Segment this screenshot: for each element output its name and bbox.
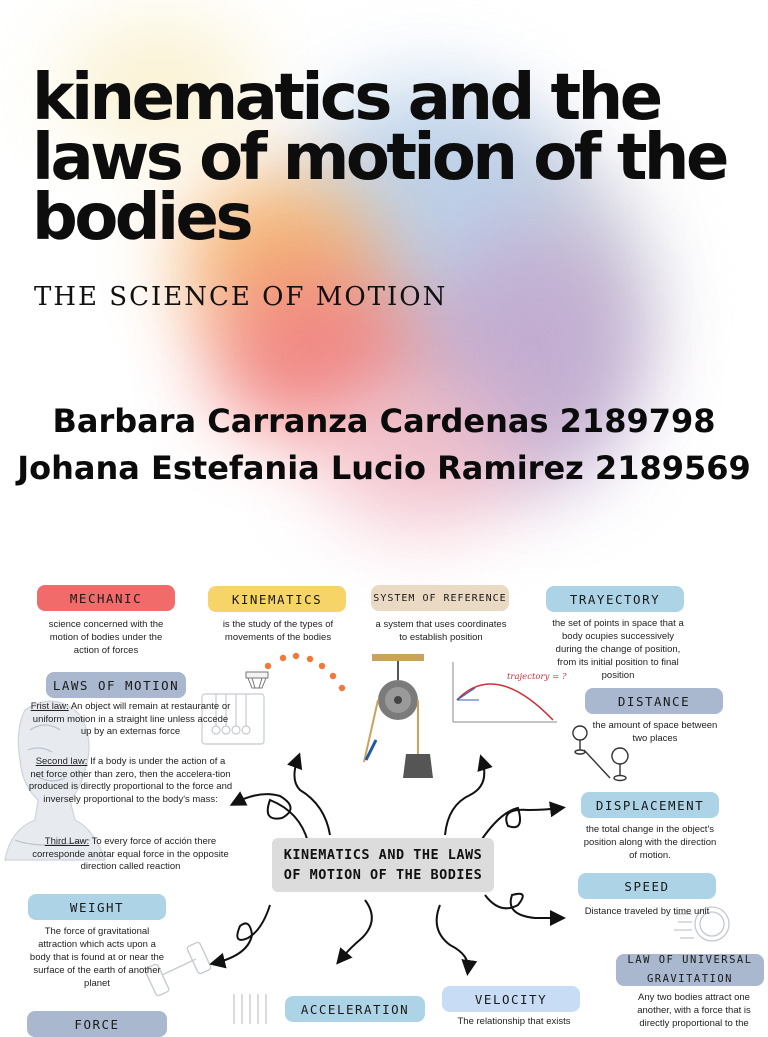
gravitation-desc: Any two bodies attract one another, with a force that is directly proportional to the [637, 992, 751, 1029]
trayectory-pill [546, 586, 684, 612]
force-pill [27, 1011, 167, 1037]
displacement-label: DISPLACEMENT [595, 797, 705, 813]
gravitation-pill [616, 954, 764, 986]
trayectory-desc: the set of points in space that a body ocupies successively during the change of position, from its initial position to final position [552, 618, 684, 681]
displacement-desc: the total change in the object's position along with the direction of motion. [583, 824, 717, 861]
acceleration-label: ACCELERATION [300, 1001, 410, 1017]
system-of-reference-pill [371, 585, 509, 611]
basketball-trajectory-icon [238, 648, 353, 700]
speed-pill [578, 873, 716, 899]
first-law-text: An object will remain at restaurante or uniform motion in a straight line unless accede up by an externas force [32, 701, 231, 737]
displacement-pill [581, 792, 719, 818]
mechanic-pill [37, 585, 175, 611]
mechanic-label: MECHANIC [69, 590, 143, 606]
laws-of-motion-pill [46, 672, 186, 698]
kinematics-pill [208, 586, 346, 612]
kinematics-desc: is the study of the types of movements of the bodies [222, 619, 334, 643]
distance-label: DISTANCE [617, 693, 691, 709]
system-of-reference-desc: a system that uses coordinates to establish position [375, 619, 507, 643]
system-of-reference-label: SYSTEM OF REFERENCE [373, 592, 507, 604]
weight-label: WEIGHT [69, 899, 125, 915]
page-title: kinematics and the laws of motion of the bodies [32, 61, 726, 255]
weight-pill [28, 894, 166, 920]
force-label: FORCE [74, 1016, 120, 1032]
acceleration-pill [285, 996, 425, 1022]
velocity-desc: The relationship that exists [457, 1016, 571, 1027]
velocity-pill [442, 986, 580, 1012]
speed-desc: Distance traveled by time unit [584, 906, 710, 917]
third-law-text: To every force of acción there corresponde anotar equal force in the opposite direction called reaction [32, 836, 229, 872]
speed-label: SPEED [624, 878, 670, 894]
first-law-title: Frist law: [30, 701, 69, 712]
second-law-text: If a body is under the action of a net force other than zero, then the accelera-tion produced is directly proportional to the force and inversely proportional to the body's mass: [28, 756, 233, 805]
second-law [28, 756, 233, 806]
author-1: Barbara Carranza Cardenas 2189798 [52, 402, 716, 440]
trayectory-label: TRAYECTORY [569, 591, 661, 607]
distance-desc: the amount of space between two places [592, 720, 718, 744]
graph-label: trajectory = ? [507, 672, 567, 682]
mechanic-desc: science concerned with the motion of bodies under the action of forces [48, 619, 164, 656]
page-subtitle: THE SCIENCE OF MOTION [34, 282, 448, 312]
center-node-label: KINEMATICS AND THE LAWS OF MOTION OF THE BODIES [283, 847, 483, 883]
center-node [272, 838, 494, 892]
gravitation-label: LAW OF UNIVERSAL GRAVITATION [627, 954, 753, 985]
laws-of-motion-label: LAWS OF MOTION [52, 677, 180, 693]
weight-desc: The force of gravitational attraction which acts upon a body that is found at or near the surface of the earth of another planet [29, 926, 165, 989]
trajectory-graph [445, 660, 567, 728]
third-law [28, 836, 233, 874]
kinematics-label: KINEMATICS [231, 591, 323, 607]
first-law [28, 701, 233, 739]
author-2: Johana Estefania Lucio Ramirez 2189569 [17, 449, 751, 487]
third-law-title: Third Law: [44, 836, 90, 847]
distance-pill [585, 688, 723, 714]
second-law-title: Second law: [35, 756, 88, 767]
velocity-label: VELOCITY [474, 991, 548, 1007]
